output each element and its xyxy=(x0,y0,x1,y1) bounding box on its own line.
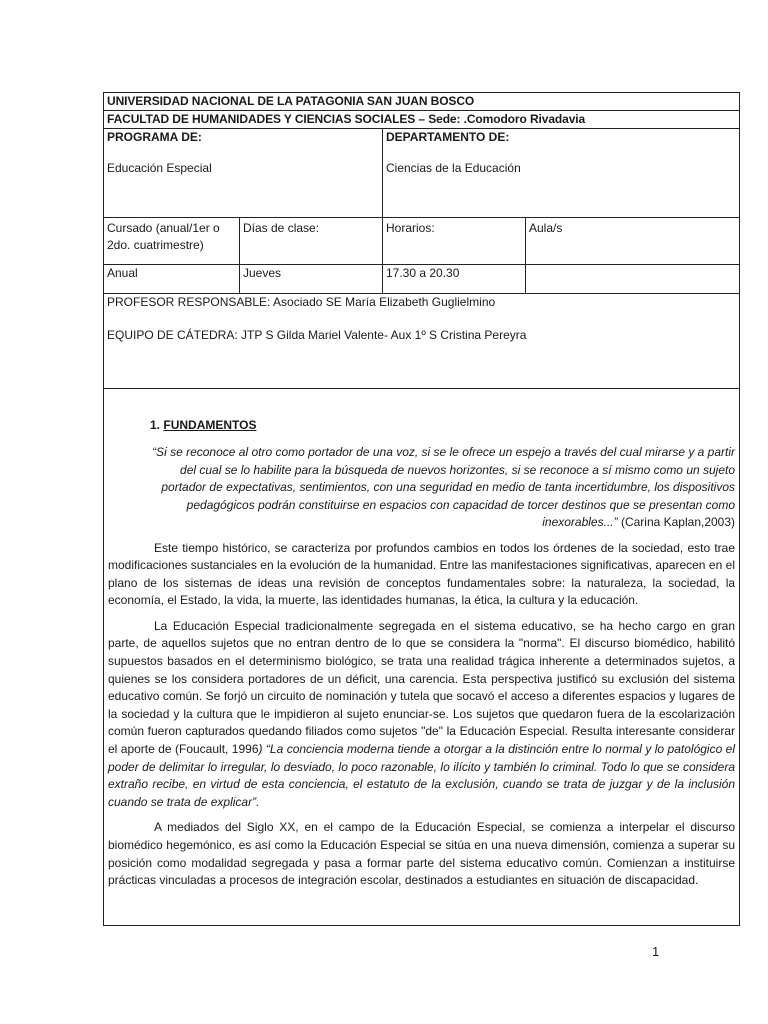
program-header-table xyxy=(103,92,740,926)
cursado-header-line1: Cursado (anual/1er o xyxy=(107,221,220,235)
quote-text: “Si se reconoce al otro como portador de una voz, si se le ofrece un espejo a través del cual mirarse y a partir del cual se lo habilite para la búsqueda de nuevos horizontes, si se reconoce a sí mismo como un sujeto portador de expectativas, sentimientos, con una seguridad en medio de tanta incertidumbre, los dispositivos pedagógicos podrán constituirse en espacios con capacidad de torcer destinos que se presentan como inexorables...” xyxy=(152,445,736,529)
section-title: FUNDAMENTOS xyxy=(163,418,257,432)
paragraph-2-text: La Educación Especial tradicionalmente segregada en el sistema educativo, se ha hecho cargo en gran parte, de aquellos sujetos que no entran dentro de lo que se considera la "norma". El discurso biomédico, habilitó supuestos basados en el determinismo biológico, se trata una realidad trágica inherente a determinados sujetos, a quienes se los considera portadores de un déficit, una carencia. Esta perspectiva justificó su exclusión del sistema educativo común. Se forjó un circuito de nominación y tutela que socavó el acceso a diferentes espacios y lugares de la sociedad y la cultura que le impidieron al sujeto enunciar-se. Los sujetos que quedaron fuera de la escolarización común fueron capturados quedando filiados como sujetos "de" la Educación Especial. Resulta interesante considerar el aporte de (Foucault, 1996 xyxy=(108,618,736,757)
dias-header: Días de clase: xyxy=(243,221,320,235)
faculty-name: FACULTAD DE HUMANIDADES Y CIENCIAS SOCIALES – Sede: .Comodoro Rivadavia xyxy=(107,112,586,126)
paragraph-2-quote: ) “La conciencia moderna tiende a otorgar a la distinción entre lo normal y lo patológico el poder de delimitar lo irregular, lo desviado, lo poco razonable, lo ilícito y también lo criminal. Todo lo que se considera extraño recibe, en virtud de esta conciencia, el estatuto de la exclusión, cuando se trata de juzgar y de la inclusión cuando se trata de explicar”. xyxy=(108,742,736,809)
schedule-header-row xyxy=(104,218,740,265)
staff-row xyxy=(104,294,740,389)
section-number: 1. xyxy=(150,418,161,432)
paragraph-2 xyxy=(108,618,735,812)
university-row xyxy=(104,93,740,111)
departamento-label: DEPARTAMENTO DE: xyxy=(386,130,510,144)
programa-label: PROGRAMA DE: xyxy=(107,130,202,144)
university-name: UNIVERSIDAD NACIONAL DE LA PATAGONIA SAN JUAN BOSCO xyxy=(107,94,475,108)
page-number: 1 xyxy=(652,944,660,959)
cursado-value: Anual xyxy=(107,266,138,280)
departamento-value: Ciencias de la Educación xyxy=(386,161,521,175)
horarios-value: 17.30 a 20.30 xyxy=(386,266,460,280)
content-row xyxy=(104,389,740,926)
aula-header: Aula/s xyxy=(529,221,563,235)
profesor-responsable: PROFESOR RESPONSABLE: Asociado SE María Elizabeth Guglielmino xyxy=(107,295,496,309)
paragraph-1: Este tiempo histórico, se caracteriza por profundos cambios en todos los órdenes de la sociedad, esto trae modificaciones sustanciales en la evolución de la humanidad. Entre las manifestaciones significativas, aparecen en el plano de los sistemas de ideas una revisión de conceptos fundamentales sobre: la naturaleza, la sociedad, la economía, el Estado, la vida, la muerte, las identidades humanas, la ética, la cultura y la educación. xyxy=(108,540,736,608)
schedule-values-row xyxy=(104,265,740,294)
cursado-header-line2: 2do. cuatrimestre) xyxy=(107,238,204,252)
epigraph-quote xyxy=(136,444,735,532)
faculty-row xyxy=(104,111,740,129)
programa-row xyxy=(104,129,740,218)
quote-citation: (Carina Kaplan,2003) xyxy=(620,515,736,529)
dias-value: Jueves xyxy=(243,266,282,280)
equipo-catedra: EQUIPO DE CÁTEDRA: JTP S Gilda Mariel Valente- Aux 1º S Cristina Pereyra xyxy=(107,328,527,342)
section-heading xyxy=(150,417,737,434)
horarios-header: Horarios: xyxy=(386,221,435,235)
program-document xyxy=(103,92,739,926)
programa-value: Educación Especial xyxy=(107,161,212,175)
paragraph-3: A mediados del Siglo XX, en el campo de la Educación Especial, se comienza a interpelar el discurso biomédico hegemónico, es así como la Educación Especial se sitúa en una nueva dimensión, comienza a superar su posición como modalidad segregada y pasa a formar parte del sistema educativo común. Comienzan a instituirse prácticas vinculadas a procesos de integración escolar, destinados a estudiantes en situación de discapacidad. xyxy=(108,820,736,888)
